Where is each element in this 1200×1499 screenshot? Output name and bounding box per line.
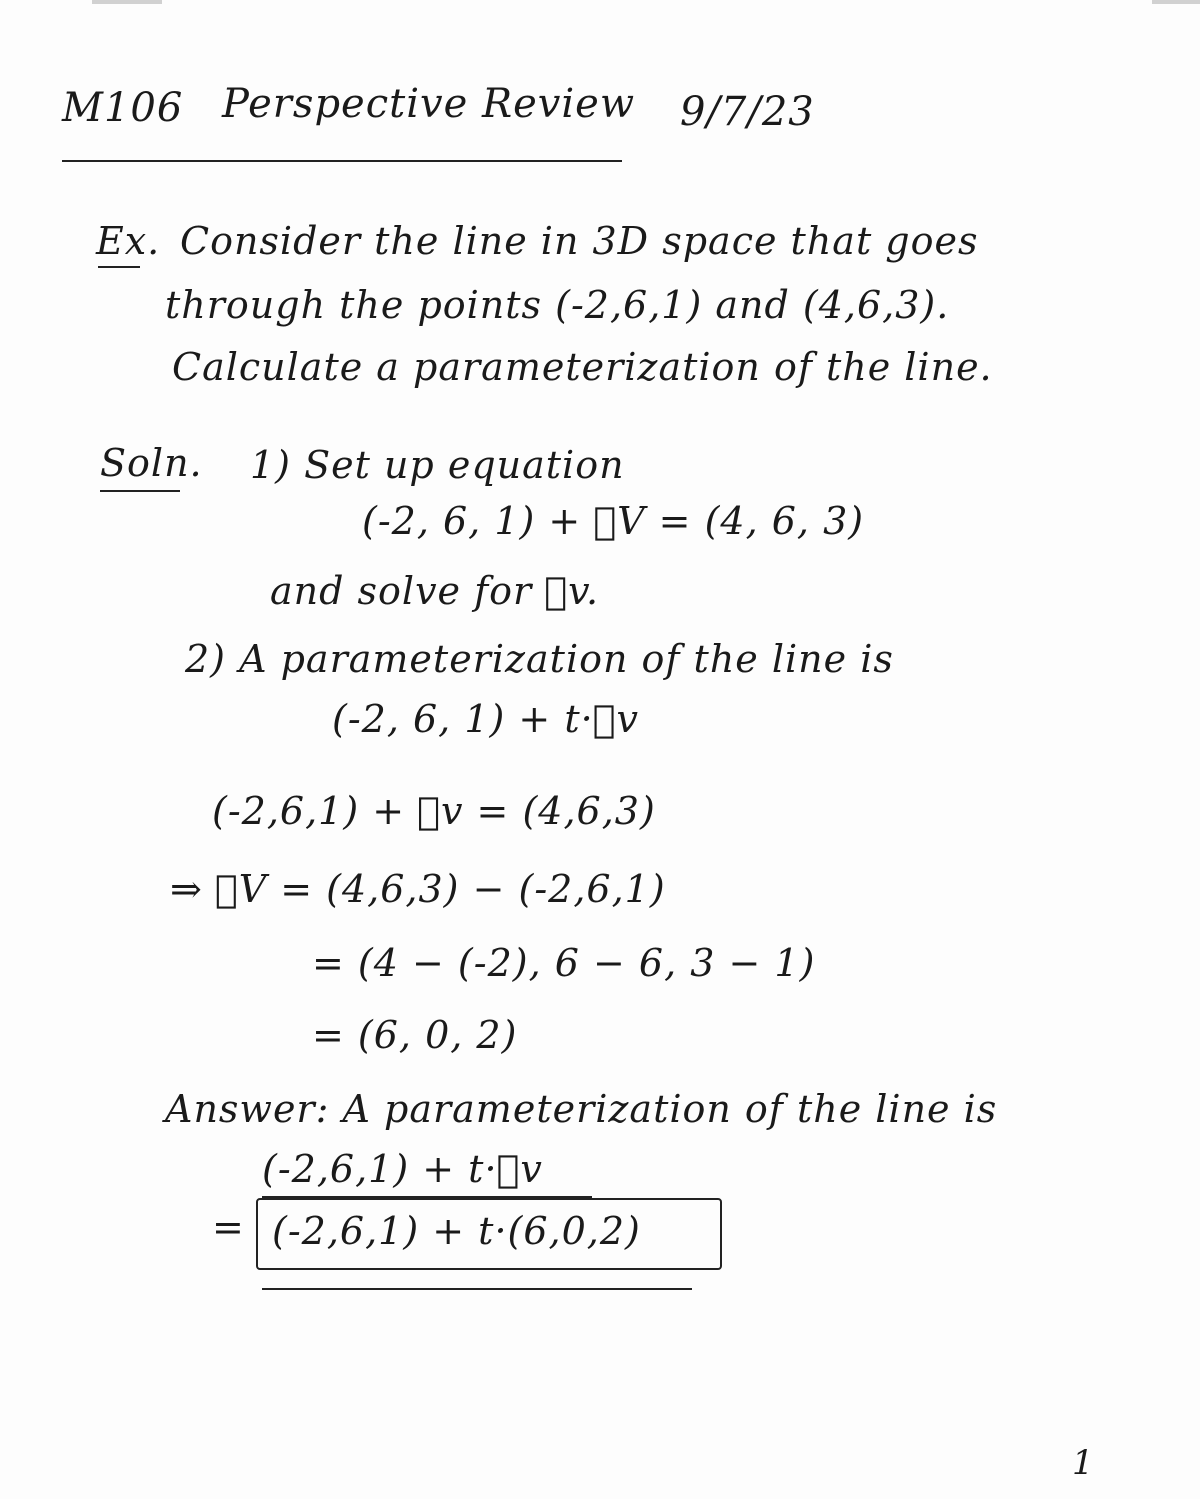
- answer-boxed: (-2,6,1) + t·(6,0,2): [272, 1209, 641, 1253]
- solution-step-1-equation: (-2, 6, 1) + ⃗V = (4, 6, 3): [362, 499, 865, 543]
- work-line-3: = (4 − (-2), 6 − 6, 3 − 1): [312, 941, 816, 985]
- answer-line-2: (-2,6,1) + t·⃗v: [262, 1147, 543, 1191]
- solution-label-underline: [100, 490, 180, 492]
- answer-box-underline: [262, 1288, 692, 1290]
- scan-mark-right: [1152, 0, 1200, 4]
- example-line-1: Consider the line in 3D space that goes: [180, 219, 979, 263]
- course-code: M106: [62, 85, 184, 131]
- page-title: Perspective Review: [222, 81, 636, 127]
- solution-label: Soln.: [100, 441, 203, 485]
- work-line-4: = (6, 0, 2): [312, 1013, 518, 1057]
- example-label: Ex.: [96, 219, 161, 263]
- answer-equals: =: [212, 1205, 245, 1249]
- example-label-underline: [98, 266, 140, 268]
- work-line-1: (-2,6,1) + ⃗v = (4,6,3): [212, 789, 656, 833]
- page-number: 1: [1072, 1443, 1095, 1483]
- solution-step-1: 1) Set up equation: [250, 443, 625, 487]
- answer-line-1: Answer: A parameterization of the line is: [165, 1087, 998, 1131]
- example-line-2: through the points (-2,6,1) and (4,6,3).: [165, 283, 950, 327]
- title-underline: [62, 160, 622, 162]
- example-line-3: Calculate a parameterization of the line.: [172, 345, 993, 389]
- date: 9/7/23: [680, 89, 815, 135]
- work-line-2: ⇒ ⃗V = (4,6,3) − (-2,6,1): [170, 867, 666, 911]
- solution-step-1-tail: and solve for ⃗v.: [270, 569, 600, 613]
- scan-mark-left: [92, 0, 162, 4]
- solution-step-2: 2) A parameterization of the line is: [185, 637, 894, 681]
- solution-step-2-equation: (-2, 6, 1) + t·⃗v: [332, 697, 639, 741]
